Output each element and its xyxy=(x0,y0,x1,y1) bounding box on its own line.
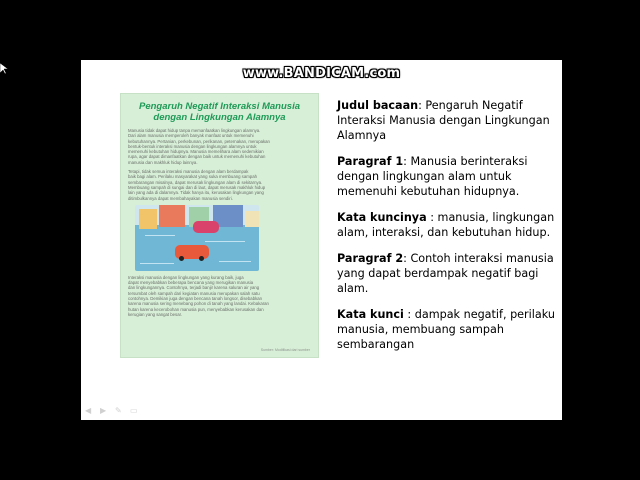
arrow-right-icon[interactable]: ▶ xyxy=(100,406,107,415)
arrow-left-icon[interactable]: ◀ xyxy=(85,406,92,415)
note-label: Judul bacaan xyxy=(337,99,419,112)
textbook-line: ditimbulkannya dapat membahayakan manusia sendiri. xyxy=(128,195,233,201)
note-separator: : xyxy=(403,308,415,321)
textbook-line: Dari alam manusia memperoleh banyak manfaat untuk memenuhi xyxy=(128,133,254,139)
presentation-toolbar xyxy=(85,407,140,415)
textbook-line: Membuang sampah di sungai dan di laut, dapat merusak makhluk hidup xyxy=(128,184,266,190)
image-credit: Sumber: Modifikasi dari sumber xyxy=(260,348,310,352)
textbook-line: contohnya. Demikian juga dengan bencana tanah longsor, disebabkan xyxy=(128,296,263,302)
textbook-page xyxy=(120,93,319,358)
textbook-line: tersumbat oleh sampah dari kegiatan manusia merupakan salah satu xyxy=(128,290,260,296)
note-item xyxy=(337,307,559,352)
textbook-line: dapat menyebabkan beberapa bencana yang merugikan manusia xyxy=(128,280,254,286)
textbook-line: lain yang ada di dalamnya. Tidak hanya itu, kerusakan lingkungan yang xyxy=(128,190,264,196)
note-label: Kata kuncinya xyxy=(337,211,427,224)
textbook-line: bentuk-bentuk interaksi manusia dengan lingkungan alamnya untuk xyxy=(128,143,257,149)
note-label: Kata kunci xyxy=(337,308,404,321)
note-separator: : xyxy=(418,99,426,112)
textbook-title: Pengaruh Negatif Interaksi Manusia dengan Lingkungan Alamnya xyxy=(138,101,300,123)
textbook-line: kerugian yang sangat besar. xyxy=(128,311,182,317)
textbook-line: baik bagi alam. Perilaku masyarakat yang suka membuang sampah xyxy=(128,174,257,180)
textbook-line: Interaksi manusia dengan lingkungan yang kurang baik, juga xyxy=(128,274,244,280)
textbook-line: Manusia tidak dapat hidup tanpa memanfaatkan lingkungan alamnya. xyxy=(128,128,261,133)
flood-illustration xyxy=(135,205,259,271)
textbook-paragraph-2 xyxy=(128,169,311,201)
note-label: Paragraf 1 xyxy=(337,155,404,168)
textbook-paragraph-3 xyxy=(128,275,311,317)
note-label: Paragraf 2 xyxy=(337,252,404,265)
textbook-line: hutan karena kecerobohan manusia pun, menyebabkan kerusakan dan xyxy=(128,306,264,312)
note-separator: : xyxy=(426,211,438,224)
note-separator: : xyxy=(403,155,411,168)
note-item xyxy=(337,154,559,199)
note-text: manusia, lingkungan alam, interaksi, dan kebutuhan hidup. xyxy=(337,211,555,239)
menu-icon[interactable]: ▭ xyxy=(130,406,138,415)
mouse-cursor-icon xyxy=(0,62,8,74)
textbook-line: rupa, agar dapat dimanfaatkan dengan baik untuk memenuhi kebutuhan xyxy=(128,154,266,160)
textbook-line: kebutuhannya. Pertanian, perkebunan, perikanan, peternakan, merupakan xyxy=(128,138,270,144)
note-text: dampak negatif, perilaku manusia, membuang sampah sembarangan xyxy=(337,308,555,351)
textbook-line: karena manusia sering menebang pohon di tanah yang landai. Kebakaran xyxy=(128,301,269,307)
pen-icon[interactable]: ✎ xyxy=(115,406,122,415)
bandicam-watermark: www.BANDICAM.com xyxy=(242,66,401,81)
textbook-line: memenuhi kebutuhan hidupnya. Manusia memelihara alam sedemikian xyxy=(128,149,264,155)
car-upper xyxy=(193,221,219,233)
note-item xyxy=(337,251,559,296)
note-item xyxy=(337,98,559,143)
summary-notes xyxy=(337,98,559,363)
note-text: Manusia berinteraksi dengan lingkungan alam untuk memenuhi kebutuhan hidupnya. xyxy=(337,155,528,198)
textbook-line: manusia dan makhluk hidup lainnya. xyxy=(128,159,198,165)
textbook-paragraph-1 xyxy=(128,128,311,165)
textbook-line: sembarangan misalnya, dapat merusak lingkungan alam di sekitarnya. xyxy=(128,179,263,185)
note-separator: : xyxy=(403,252,411,265)
note-item xyxy=(337,210,559,240)
slide xyxy=(81,60,562,420)
note-text: Contoh interaksi manusia yang dapat berdampak negatif bagi alam. xyxy=(337,252,554,295)
textbook-line: dan lingkungannya. Contohnya, terjadi banjir karena saluran air yang xyxy=(128,285,260,291)
note-text: Pengaruh Negatif Interaksi Manusia dengan Lingkungan Alamnya xyxy=(337,99,550,142)
textbook-line: Tetapi, tidak semua interaksi manusia dengan alam berdampak xyxy=(128,169,249,175)
